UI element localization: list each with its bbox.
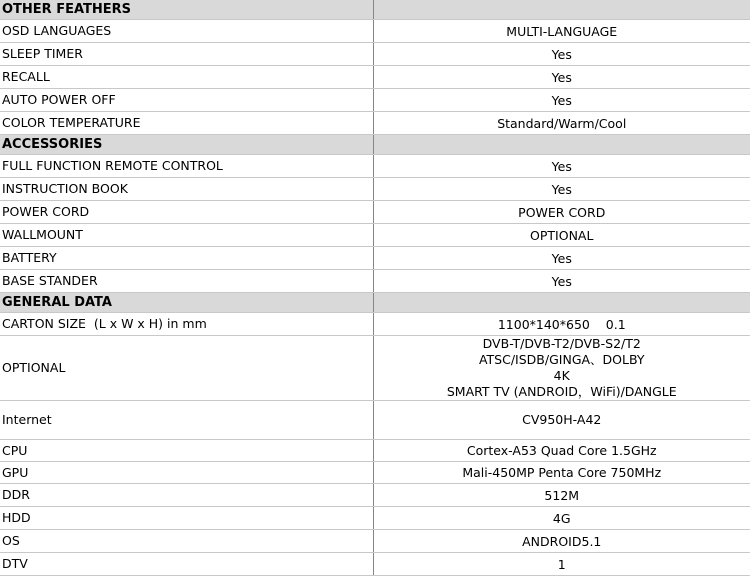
table-row [0,553,750,576]
table-row [0,201,750,224]
row-value: 1100*140*650 0.1 [373,313,750,336]
table-row [0,313,750,336]
table-row [0,155,750,178]
row-label: OPTIONAL [0,336,373,401]
section-header-other-feathers [0,0,750,20]
table-row [0,440,750,462]
row-value: MULTI-LANGUAGE [373,20,750,43]
table-row [0,224,750,247]
table-row [0,247,750,270]
row-value: Cortex-A53 Quad Core 1.5GHz [373,440,750,462]
row-value: CV950H-A42 [373,401,750,440]
section-header-general-data [0,293,750,313]
row-label: DDR [0,484,373,507]
table-row [0,270,750,293]
row-label: BASE STANDER [0,270,373,293]
table-row-optional [0,336,750,401]
row-value: 1 [373,553,750,576]
row-value: Mali-450MP Penta Core 750MHz [373,462,750,484]
row-value: Yes [373,66,750,89]
row-value: 4G [373,507,750,530]
row-label: DTV [0,553,373,576]
row-value: 512M [373,484,750,507]
row-label: BATTERY [0,247,373,270]
section-title: ACCESSORIES [0,135,373,155]
row-label: HDD [0,507,373,530]
row-value: ANDROID5.1 [373,530,750,553]
optional-line: SMART TV (ANDROID，WiFi)/DANGLE [374,384,750,400]
table-row [0,484,750,507]
row-label: WALLMOUNT [0,224,373,247]
row-label: GPU [0,462,373,484]
row-label: OS [0,530,373,553]
row-label: Internet [0,401,373,440]
optional-line: DVB-T/DVB-T2/DVB-S2/T2 [374,336,750,352]
row-label: INSTRUCTION BOOK [0,178,373,201]
row-label: AUTO POWER OFF [0,89,373,112]
section-header-accessories [0,135,750,155]
row-label: COLOR TEMPERATURE [0,112,373,135]
row-label: FULL FUNCTION REMOTE CONTROL [0,155,373,178]
row-value: Yes [373,43,750,66]
table-row [0,43,750,66]
row-value: OPTIONAL [373,224,750,247]
row-value: Yes [373,270,750,293]
row-value: Yes [373,178,750,201]
table-row [0,20,750,43]
row-value-multiline [373,336,750,401]
optional-line: 4K [374,368,750,384]
table-row [0,462,750,484]
row-label: SLEEP TIMER [0,43,373,66]
section-title: GENERAL DATA [0,293,373,313]
row-value: Yes [373,155,750,178]
table-row [0,66,750,89]
section-title: OTHER FEATHERS [0,0,373,20]
table-row [0,507,750,530]
row-value: Yes [373,89,750,112]
row-value: Yes [373,247,750,270]
table-row [0,178,750,201]
table-row [0,112,750,135]
row-value: Standard/Warm/Cool [373,112,750,135]
table-row [0,89,750,112]
row-label: CARTON SIZE (L x W x H) in mm [0,313,373,336]
row-label: OSD LANGUAGES [0,20,373,43]
row-label: CPU [0,440,373,462]
optional-line: ATSC/ISDB/GINGA、DOLBY [374,352,750,368]
row-label: POWER CORD [0,201,373,224]
row-value: POWER CORD [373,201,750,224]
table-row [0,401,750,440]
row-label: RECALL [0,66,373,89]
